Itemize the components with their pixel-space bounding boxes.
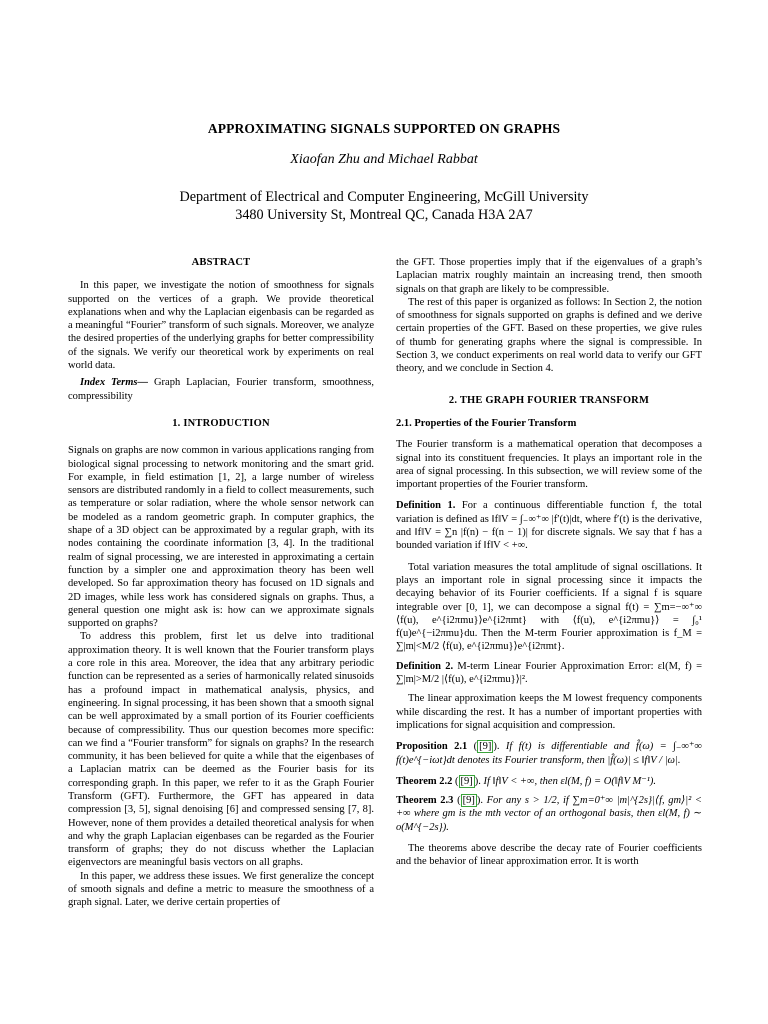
theorem-2-3: Theorem 2.3 ( [9] ). For any s > 1/2, if ∑m=0⁺∞ |m|^{2s}|⟨f, gm⟩|² < +∞ where gm is the mth vector of an orthogonal basis, then εl(M, f) ∼ o(M^{−2s}). (396, 795, 702, 833)
definition-2-text: M-term Linear Fourier Approximation Error: εl(M, f) = ∑|m|>M/2 |⟨f(u), e^{i2πmu}⟩|². (396, 660, 703, 686)
definition-2 (396, 660, 702, 687)
theorem-2-3-text: For any s > 1/2, if ∑m=0⁺∞ |m|^{2s}|⟨f, gm⟩|² < +∞ where gm is the mth vector of an orthogonal basis, then εl(M, f) ∼ o(M^{−2s}). (396, 795, 702, 833)
theorem-2-2-text: If ‖f‖V < +∞, then εl(M, f) = O(‖f‖V M⁻¹). (483, 775, 657, 787)
proposition-2-1-label: Proposition 2.1 (396, 741, 468, 753)
proposition-2-1: Proposition 2.1 ( [9] ). If f(t) is differentiable and f̂(ω) = ∫₋∞⁺∞ f(t)e^{−iωt}dt denotes its Fourier transform, then |f̂(ω)| ≤ ‖f‖V / |ω|. (396, 741, 702, 766)
paper-title: APPROXIMATING SIGNALS SUPPORTED ON GRAPHS (207, 121, 561, 136)
definition-1-text: For a continuous differentiable function f, the total variation is defined as ‖f‖V = ∫₋∞⁺∞ |f′(t)|dt, where f′(t) is the derivative, and ‖f‖V = ∑n |f(n) − f(n − 1)| for discrete signals. We say that f has a bounded variation if ‖f‖V < +∞. (396, 500, 702, 552)
citation-9-link[interactable]: [9] (460, 775, 473, 787)
right-column (396, 256, 702, 869)
theorem-2-2: Theorem 2.2 ( [9] ). If ‖f‖V < +∞, then εl(M, f) = O(‖f‖V M⁻¹). (396, 775, 657, 787)
paper-authors: Xiaofan Zhu and Michael Rabbat (290, 152, 478, 167)
definition-2-label: Definition 2. (396, 660, 454, 672)
subsection-2-1-heading: 2.1. Properties of the Fourier Transform (396, 417, 577, 429)
affiliation-line-1: Department of Electrical and Computer Engineering, McGill University (179, 189, 589, 205)
definition-1-label: Definition 1. (396, 500, 456, 512)
left-column (68, 256, 374, 910)
index-terms-text: Graph Laplacian, Fourier transform, smoothness, compressibility (68, 377, 374, 402)
right-paragraph-3: The Fourier transform is a mathematical operation that decomposes a signal into its constituent frequencies. It plays an important role in the area of signal processing. In this subsection, we will review some of the important properties of the Fourier transform. (396, 439, 702, 491)
section-2-heading: 2. THE GRAPH FOURIER TRANSFORM (448, 394, 650, 406)
abstract-text: In this paper, we investigate the notion of smoothness for signals supported on the vertices of a graph. We provide theoretical explanations when and why the Laplacian eigenbasis can be regarded as a meaningful “Fourier” transform of such signals. Moreover, we analyze the desired properties of the underlying graphs for better compressibility of the signals. We verify our theoretical work by experiments on real world data. (68, 280, 374, 372)
right-paragraph-6: The theorems above describe the decay rate of Fourier coefficients and the behavior of linear approximation error. It is worth (396, 842, 702, 868)
citation-9-link[interactable]: [9] (479, 741, 492, 753)
intro-paragraph-2: To address this problem, first let us delve into traditional approximation theory. It is well known that the Fourier transform plays a core role in this area. Moreover, the idea that any arbitrary periodic function can be represented as a series of harmonically related sinusoids has a profound impact in mathematical analysis, physics, and engineering. In signal processing, it has been shown that a smooth signal can be well approximated by a small portion of its Fourier coefficients because of compressibility. Thus our question becomes more specific: can we find a “Fourier transform” for signals on graphs? In the research community, it has been believed for quite a while that the eigenbases of a Laplacian matrix can be deemed as the Fourier basis for its corresponding graph. In this paper, we refer to it as the Graph Fourier Transform (GFT). Furthermore, the GFT has appeared in data compression [3, 5], signal denoising [6] and compressed sensing [7, 8]. However, none of them provides a detailed theoretical analysis for when and why the graph Laplacian eigenbases can be regarded as the Fourier transform of graphs; they do not discuss whether the Laplacian eigenvectors are meaningful basis vectors on all graphs. (68, 631, 374, 869)
intro-heading: 1. INTRODUCTION (172, 417, 270, 429)
index-terms (68, 376, 374, 403)
affiliation (0, 188, 768, 224)
theorem-2-2-label: Theorem 2.2 (396, 775, 453, 787)
citation-9-link[interactable]: [9] (462, 795, 475, 807)
proposition-2-1-text: If f(t) is differentiable and f̂(ω) = ∫₋∞⁺∞ f(t)e^{−iωt}dt denotes its Fourier transform, then |f̂(ω)| ≤ ‖f‖V / |ω|. (396, 741, 702, 766)
intro-paragraph-3: In this paper, we address these issues. We first generalize the concept of smooth signals and define a metric to measure the smoothness of a graph signal. Later, we derive certain properties of (68, 870, 374, 909)
intro-paragraph-1: Signals on graphs are now common in various applications ranging from biological signal processing to network monitoring and the smart grid. For example, in field estimation [1, 2], a large number of wireless sensors are distributed randomly in a field to collect measurements, such as temperature or solar radiation, where the whole sensor network can be modeled as a random geometric graph. In computer graphics, the shape of a 3D object can be approximated by a regular graph, with its nodes containing the coordinate information [3, 4]. In the traditional realm of signal processing, we are interested in approximating a certain function by a simpler one and approximation theory has been well developed. So far approximation theory has focused on 1D signals and 2D images, while less work has considered signals on graphs. Thus, a general question one might ask is: how can we approximate signals supported on graphs? (68, 445, 374, 630)
index-terms-label: Index Terms— (80, 377, 148, 389)
right-paragraph-2: The rest of this paper is organized as follows: In Section 2, the notion of smoothness for signals supported on graphs is defined and we derive certain properties of the GFT. Based on these properties, we give rules of thumb for generating graphs where the signal is compressible. In Section 3, we conduct experiments on real world data to verify our GFT theory, and we conclude in Section 4. (396, 296, 702, 375)
affiliation-line-2: 3480 University St, Montreal QC, Canada H3A 2A7 (235, 207, 533, 223)
right-paragraph-4: Total variation measures the total amplitude of signal oscillations. It plays an important role in signal processing since it impacts the decaying behavior of its Fourier coefficients. If a signal f is square integrable over [0, 1], we can decompose a signal f(t) = ∑m=−∞⁺∞ ⟨f(u), e^{i2πmu}⟩e^{i2πmt} with ⟨f(u), e^{i2πmu}⟩ = ∫₀¹ f(u)e^{−i2πmu}du. Then the M-term Fourier approximation is f_M = ∑|m|<M/2 ⟨f(u), e^{i2πmu}⟩e^{i2πmt}. (396, 561, 702, 653)
abstract-heading: ABSTRACT (191, 257, 251, 268)
right-paragraph-1: the GFT. Those properties imply that if the eigenvalues of a graph’s Laplacian matrix roughly maintain an increasing trend, then smooth signals on that graph are likely to be compressible. (396, 257, 702, 295)
definition-1 (396, 499, 702, 552)
right-paragraph-5: The linear approximation keeps the M lowest frequency components while discarding the rest. It has a number of important properties with implications for signal acquisition and compression. (396, 693, 702, 731)
theorem-2-3-label: Theorem 2.3 (396, 795, 454, 807)
